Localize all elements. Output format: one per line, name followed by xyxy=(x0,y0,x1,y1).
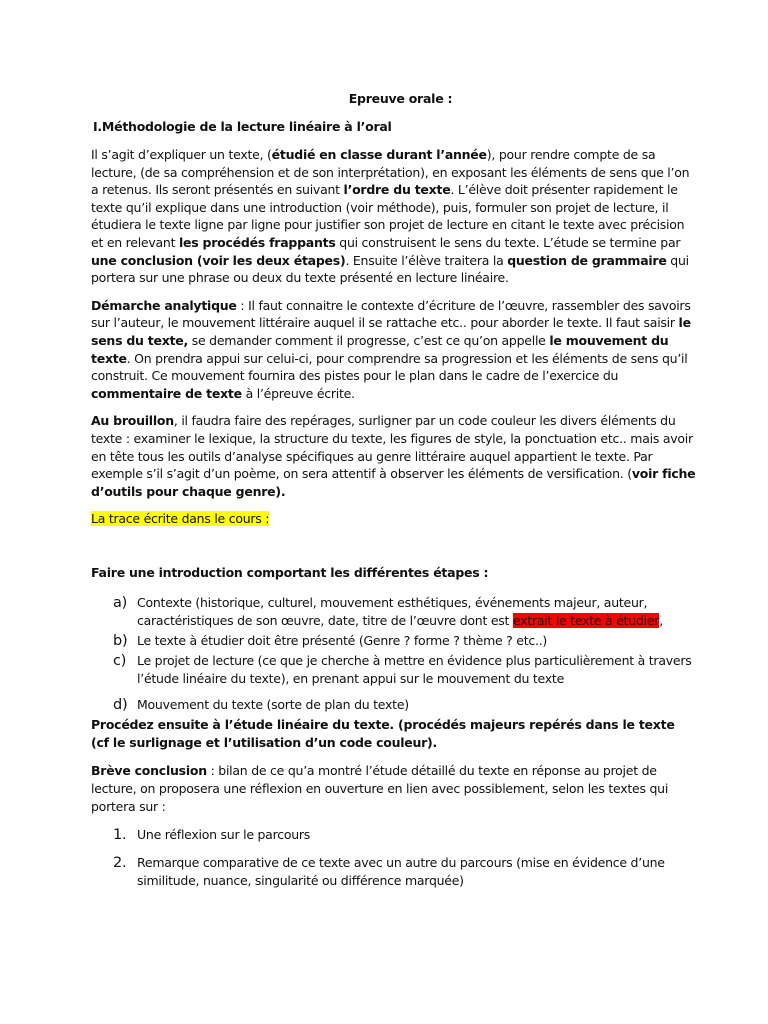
trace-label-paragraph xyxy=(91,510,696,528)
list-item-text: Une réflexion sur le parcours xyxy=(137,827,311,843)
section-heading: I.Méthodologie de la lecture linéaire à l’oral xyxy=(93,119,392,134)
list-marker: c) xyxy=(113,653,127,670)
list-marker: 2. xyxy=(113,855,127,872)
conclusion-paragraph xyxy=(91,762,696,816)
text-run: , xyxy=(659,613,663,629)
bold-run: Au brouillon xyxy=(91,413,174,429)
list-item-text xyxy=(137,594,696,630)
list-item xyxy=(91,632,696,650)
text-run: Il s’agit d’expliquer un texte, ( xyxy=(91,147,272,162)
list-item xyxy=(91,652,696,688)
bold-run: les procédés frappants xyxy=(178,234,336,250)
text-run: qui construisent le sens du texte. L’étude se termine par xyxy=(335,234,681,250)
bold-run: le sens du texte, xyxy=(91,315,691,348)
list-item xyxy=(91,594,696,630)
procedez-paragraph: Procédez ensuite à l’étude linéaire du texte. (procédés majeurs repérés dans le texte (cf le surlignage et l’utilisation d’un code couleur). xyxy=(91,717,675,751)
bold-run: voir fiche d’outils pour chaque genre). xyxy=(91,466,696,499)
list-item-text: Remarque comparative de ce texte avec un autre du parcours (mise en évidence d’une similitude, nuance, singularité ou différence marquée) xyxy=(137,855,665,889)
bold-run: commentaire de texte xyxy=(91,385,242,401)
text-run: qui portera sur une phrase ou deux du texte présenté en lecture linéaire. xyxy=(91,252,689,286)
bold-run: Brève conclusion xyxy=(91,763,207,779)
text-run: , il faudra faire des repérages, surligner par un code couleur les divers éléments du texte : examiner le lexique, la structure du texte, les figures de style, la ponctuation etc.. mais avoir en tête tous les outils d’analyse spécifiques au genre littéraire auquel appartient le texte. Par exemple s’il s’agit d’un poème, on sera attentif à observer les éléments de versification. ( xyxy=(91,413,693,482)
list-marker: b) xyxy=(113,633,128,650)
intro-heading: Faire une introduction comportant les différentes étapes : xyxy=(91,565,489,581)
text-run: à l’épreuve écrite. xyxy=(241,385,355,401)
bold-run: question de grammaire xyxy=(507,252,667,268)
list-item-text: Le texte à étudier doit être présenté (Genre ? forme ? thème ? etc..) xyxy=(137,633,548,649)
intro-steps-list xyxy=(91,594,696,714)
paragraph-brouillon xyxy=(91,412,696,500)
text-run: . L’élève doit présenter rapidement le texte qu’il explique dans une introduction (voir méthode), puis, formuler son projet de lecture, il étudiera le texte ligne par ligne pour justifier son projet de lecture en citant le texte avec précision et en relevant xyxy=(91,182,685,250)
text-run: Contexte (historique, culturel, mouvement esthétiques, événements majeur, auteur, caractéristiques de son œuvre, date, titre de l’œuvre dont est xyxy=(137,595,648,629)
list-marker: a) xyxy=(113,595,128,612)
text-run: : bilan de ce qu’a montré l’étude détaillé du texte en réponse au projet de lecture, on proposera une réflexion en ouverture en lien avec possiblement, selon les textes qui portera sur : xyxy=(91,763,669,815)
list-item xyxy=(91,696,696,714)
text-run: . On prendra appui sur celui-ci, pour comprendre sa progression et les éléments de sens qu’il construit. Ce mouvement fournira des pistes pour le plan dans le cadre de l’exercice du xyxy=(91,350,688,384)
bold-run: étudié en classe durant l’année xyxy=(271,147,487,162)
bold-run: le mouvement du texte xyxy=(91,332,669,366)
conclusion-options-list xyxy=(91,826,696,890)
text-run: ), pour rendre compte de sa lecture, (de sa compréhension et de son interprétation), en exposant les éléments de sens que l’on a retenus. Ils seront présentés en suivant xyxy=(91,147,690,198)
trace-label-highlight: La trace écrite dans le cours : xyxy=(91,511,270,527)
text-run: . Ensuite l’élève traitera la xyxy=(345,252,508,268)
bold-run: Démarche analytique xyxy=(91,297,237,313)
paragraph-demarche xyxy=(91,297,696,403)
paragraph-intro xyxy=(91,146,696,287)
bold-run: une conclusion (voir les deux étapes) xyxy=(91,252,346,268)
text-run: : Il faut connaitre le contexte d’écriture de l’œuvre, rassembler des savoirs sur l’auteur, le mouvement littéraire auquel il se rattache etc.. pour aborder le texte. Il faut saisir xyxy=(91,297,691,331)
text-run: se demander comment il progresse, c’est ce qu’on appelle xyxy=(188,332,550,348)
list-marker: d) xyxy=(113,697,128,714)
page-title: Epreuve orale : xyxy=(348,91,453,106)
list-marker: 1. xyxy=(113,827,127,844)
bold-run: l’ordre du texte xyxy=(343,182,451,198)
list-item-text: Mouvement du texte (sorte de plan du texte) xyxy=(137,697,409,713)
list-item xyxy=(91,826,696,844)
list-item-text: Le projet de lecture (ce que je cherche à mettre en évidence plus particulièrement à travers l’étude linéaire du texte), en prenant appui sur le mouvement du texte xyxy=(137,653,692,687)
list-item xyxy=(91,854,696,890)
red-highlight: extrait le texte à étudier xyxy=(512,613,660,629)
